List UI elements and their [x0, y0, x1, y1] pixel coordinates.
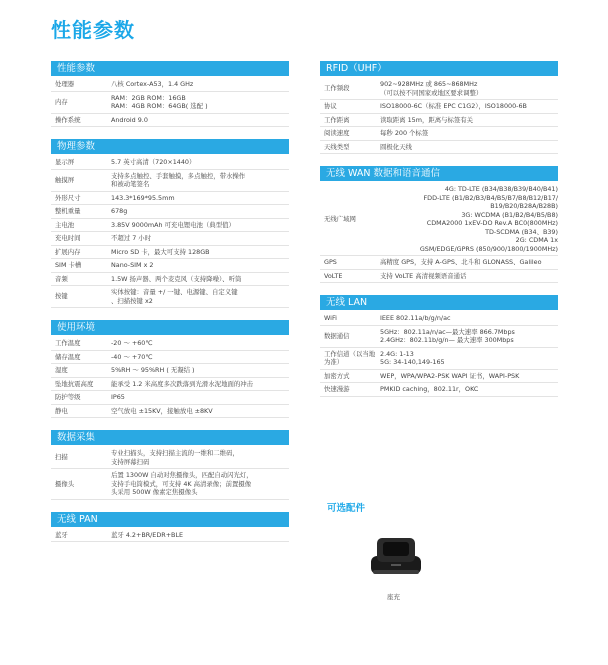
spec-value [111, 469, 289, 499]
spec-row [51, 219, 289, 233]
spec-value-line: RAM：2GB ROM：16GB [111, 93, 186, 102]
spec-value [380, 256, 558, 269]
spec-value-line: 4G: TD-LTE (B34/B38/B39/B40/B41) [444, 185, 558, 193]
spec-value [380, 383, 558, 396]
spec-value [111, 273, 289, 286]
spec-value [380, 348, 558, 369]
spec-value [111, 259, 289, 272]
section-header: RFID（UHF） [320, 61, 558, 76]
spec-row [51, 351, 289, 365]
spec-value-line: 支持手电筒模式，可支持 4K 高清录像；前置摄像 [111, 479, 252, 488]
spec-key: 无线广域网 [324, 214, 356, 223]
spec-key: 触摸屏 [55, 175, 75, 184]
spec-value [111, 205, 289, 218]
spec-row [320, 326, 558, 348]
spec-row [320, 256, 558, 270]
spec-key: 数据通信 [324, 331, 350, 340]
spec-row [320, 312, 558, 326]
spec-value [111, 192, 289, 205]
spec-value-line: 5%RH ～ 95%RH ( 无凝结 ) [111, 366, 195, 374]
spec-row [320, 348, 558, 370]
spec-key: 整机重量 [55, 207, 81, 215]
spec-key: 天线类型 [324, 142, 350, 151]
spec-value-line: 2G: CDMA 1x [515, 236, 558, 244]
spec-value-line: 八核 Cortex-A53，1.4 GHz [111, 80, 194, 88]
spec-value [111, 78, 289, 91]
spec-row [51, 364, 289, 378]
spec-row [51, 378, 289, 392]
spec-key: 工作距离 [324, 115, 350, 124]
section-header: 使用环境 [51, 320, 289, 335]
spec-value-line: 、扫描按键 x2 [111, 296, 153, 305]
spec-row [51, 391, 289, 405]
spec-value-line: 2.4GHz：802.11b/g/n— 最大速率 300Mbps [380, 336, 514, 344]
spec-value [111, 286, 289, 307]
spec-key: 工作温度 [55, 339, 81, 347]
spec-value [380, 312, 558, 325]
spec-value-line: 2.4G: 1-13 [380, 349, 414, 358]
spec-section [51, 61, 289, 127]
spec-value [380, 100, 558, 113]
spec-row [320, 78, 558, 100]
spec-value-line: 蓝牙 4.2+BR/EDR+BLE [111, 530, 184, 539]
spec-row [320, 114, 558, 128]
section-header: 无线 WAN 数据和语音通信 [320, 166, 558, 181]
spec-value-line: 支持 VoLTE 高清视频语音通话 [380, 271, 467, 280]
spec-section [320, 61, 558, 154]
spec-section [320, 295, 558, 397]
spec-key: 快速漫游 [324, 385, 350, 393]
spec-value-line: CDMA2000 1xEV-DO Rev.A BC0(800MHz) [426, 219, 558, 227]
spec-value-line: RAM：4GB ROM：64GB( 选配 ) [111, 102, 208, 110]
spec-key: 工作频段 [324, 84, 350, 93]
section-header: 数据采集 [51, 430, 289, 445]
spec-value-line: 143.3*169*95.5mm [111, 193, 175, 202]
spec-value-line: 5G: 34-140,149-165 [380, 358, 445, 366]
spec-value [380, 114, 558, 127]
spec-row [51, 529, 289, 543]
spec-key: 防护等级 [55, 393, 81, 401]
spec-value [111, 92, 289, 113]
spec-value-line: （可以按不同国家或地区要求调整） [380, 88, 483, 97]
spec-value [111, 170, 289, 191]
spec-value [380, 78, 558, 99]
spec-value-line: 3G: WCDMA (B1/B2/B4/B5/B8) [461, 210, 558, 219]
left-column [51, 61, 289, 554]
spec-section [51, 512, 289, 543]
spec-row [320, 383, 558, 397]
spec-key: 湿度 [55, 366, 68, 374]
spec-value [380, 127, 558, 140]
accessory-section [327, 500, 400, 601]
spec-value-line: FDD-LTE (B1/B2/B3/B4/B5/B7/B8/B12/B17/ [423, 193, 558, 202]
spec-value-line: 头采用 500W 像素定焦摄像头 [111, 488, 198, 496]
spec-section [51, 139, 289, 308]
spec-value-line: IP65 [111, 393, 125, 401]
spec-row [51, 259, 289, 273]
spec-row [51, 192, 289, 206]
spec-section [51, 430, 289, 500]
spec-value-line: 和被动笔签名 [111, 180, 150, 188]
spec-value-line: 专业扫描头，支持扫描主流的一维和二维码， [111, 449, 239, 457]
spec-value [111, 246, 289, 259]
spec-row [320, 141, 558, 155]
spec-row [51, 469, 289, 500]
spec-row [51, 170, 289, 192]
spec-key: 摄像头 [55, 479, 75, 488]
spec-row [320, 183, 558, 256]
spec-value-line: 1.5W 扬声器、两个麦克风（支持降噪）、听筒 [111, 274, 242, 283]
spec-value [111, 219, 289, 232]
spec-key: 外形尺寸 [55, 193, 81, 202]
spec-value-line: 678g [111, 207, 128, 215]
spec-value-line: 不超过 7 小时 [111, 234, 152, 242]
charging-cradle-image [367, 534, 425, 578]
section-header: 无线 LAN [320, 295, 558, 310]
spec-key: 处理器 [55, 80, 75, 88]
spec-value-line: 5GHz：802.11a/n/ac—最大速率 866.7Mbps [380, 327, 515, 336]
spec-key: 操作系统 [55, 115, 81, 124]
spec-key: WiFi [324, 314, 337, 322]
spec-value [111, 447, 289, 468]
spec-value-line: ISO18000-6C（标准 EPC C1G2），ISO18000-6B [380, 102, 527, 110]
spec-value-line: 空气放电 ±15KV，接触放电 ±8KV [111, 406, 213, 415]
spec-key: SIM 卡槽 [55, 261, 82, 269]
spec-value-line: Micro SD 卡，最大可支持 128GB [111, 247, 210, 256]
spec-row [51, 337, 289, 351]
spec-value-line: 读取距离 15m，距离与标签有关 [380, 115, 474, 124]
spec-value [111, 156, 289, 169]
spec-value-line: IEEE 802.11a/b/g/n/ac [380, 314, 451, 322]
section-header: 物理参数 [51, 139, 289, 154]
spec-value [380, 183, 558, 255]
right-column [320, 61, 558, 409]
spec-key: GPS [324, 258, 337, 266]
spec-value [111, 364, 289, 377]
spec-value [380, 270, 558, 283]
spec-row [51, 447, 289, 469]
spec-key: 内存 [55, 97, 68, 106]
spec-key: 扩展内存 [55, 247, 81, 256]
section-header: 无线 PAN [51, 512, 289, 527]
spec-key: 主电池 [55, 220, 75, 229]
spec-row [51, 286, 289, 308]
spec-value-line: 每秒 200 个标签 [380, 129, 429, 137]
spec-key: VoLTE [324, 271, 343, 280]
spec-value-line: WEP，WPA/WPA2-PSK WAPI 证书，WAPI-PSK [380, 371, 520, 380]
spec-row [51, 405, 289, 419]
spec-value-line: -40 ～ +70℃ [111, 352, 153, 361]
spec-row [320, 127, 558, 141]
spec-row [51, 114, 289, 128]
spec-key: 加密方式 [324, 371, 350, 380]
spec-value [111, 378, 289, 391]
spec-key: 充电时间 [55, 234, 81, 242]
spec-row [320, 370, 558, 384]
spec-value [111, 529, 289, 542]
spec-key: 音频 [55, 274, 68, 283]
spec-value [380, 141, 558, 154]
section-header: 性能参数 [51, 61, 289, 76]
spec-key: 工作信道（以当地为准） [324, 349, 376, 366]
spec-value-line: 支持多点触控、手套触摸，多点触控，带水操作 [111, 171, 246, 180]
spec-row [51, 205, 289, 219]
spec-value-line: 实体按键：音量 +/ 一键、电源键、自定义键 [111, 288, 238, 296]
accessory-title: 可选配件 [327, 503, 366, 514]
spec-value-line: 高精度 GPS，支持 A-GPS、北斗和 GLONASS、Galileo [380, 258, 542, 266]
spec-value-line: GSM/EDGE/GPRS (850/900/1800/1900MHz) [419, 244, 558, 253]
spec-value [111, 232, 289, 245]
spec-value-line: -20 ～ +60℃ [111, 339, 153, 347]
spec-key: 静电 [55, 406, 68, 415]
page-title: 性能参数 [51, 18, 135, 42]
spec-key: 蓝牙 [55, 530, 68, 539]
spec-key: 显示屏 [55, 158, 75, 166]
spec-value-line: B19/B20/B28A/B28B) [490, 202, 558, 210]
spec-key: 扫描 [55, 453, 68, 462]
spec-row [320, 270, 558, 284]
spec-value-line: Android 9.0 [111, 115, 148, 124]
spec-row [51, 232, 289, 246]
spec-key: 坠地抗震高度 [55, 379, 94, 388]
spec-key: 按键 [55, 292, 68, 301]
spec-value [111, 337, 289, 350]
spec-row [51, 156, 289, 170]
spec-value-line: 圆极化天线 [380, 142, 412, 151]
spec-value [111, 405, 289, 418]
spec-key: 阅读速度 [324, 129, 350, 137]
spec-value [111, 351, 289, 364]
spec-value [380, 370, 558, 383]
spec-value-line: 902~928MHz 或 865~868MHz [380, 80, 478, 88]
spec-key: 储存温度 [55, 352, 81, 361]
accessory-label: 座充 [387, 593, 400, 601]
spec-row [51, 246, 289, 260]
spec-value-line: 后置 1300W 自动对焦摄像头，匹配自动闪光灯， [111, 471, 253, 479]
spec-value [111, 391, 289, 404]
spec-value [380, 326, 558, 347]
spec-value-line: 能承受 1.2 米高度多次跌落到光滑水泥地面的冲击 [111, 379, 254, 388]
spec-section [320, 166, 558, 283]
spec-value-line: Nano-SIM x 2 [111, 261, 154, 269]
spec-key: 协议 [324, 102, 337, 110]
spec-value-line: 3.85V 9000mAh 可充电锂电池（典型值） [111, 220, 235, 229]
spec-row [51, 273, 289, 287]
spec-value-line: 支持屏幕扫码 [111, 457, 150, 466]
spec-value-line: 5.7 英寸高清（720×1440） [111, 158, 196, 166]
spec-row [320, 100, 558, 114]
spec-row [51, 78, 289, 92]
spec-section [51, 320, 289, 418]
spec-value-line: PMKID caching，802.11r，OKC [380, 385, 479, 393]
spec-value-line: TD-SCDMA (B34、B39) [485, 227, 558, 236]
spec-value [111, 114, 289, 127]
spec-row [51, 92, 289, 114]
